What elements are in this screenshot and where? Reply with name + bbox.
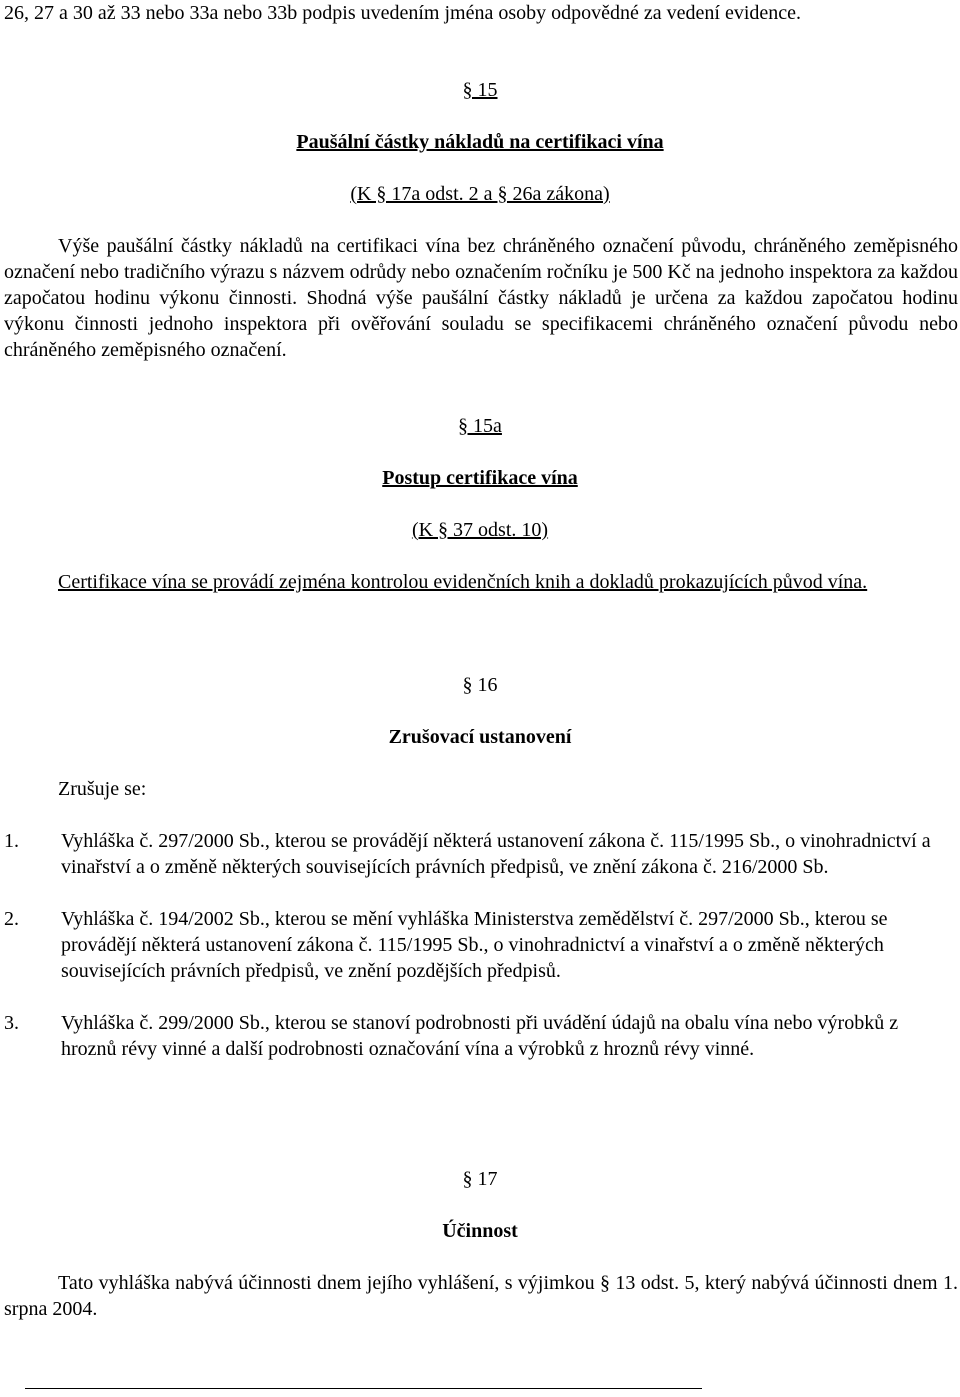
list-item-number: 2. <box>4 908 19 930</box>
section-15-number: § 15 <box>462 79 498 101</box>
intro-text: 26, 27 a 30 až 33 nebo 33a nebo 33b podpis uvedením jména osoby odpovědné za vedení evidence. <box>4 2 802 24</box>
section-16-intro: Zrušuje se: <box>58 778 147 800</box>
section-16-title: Zrušovací ustanovení <box>388 726 572 748</box>
section-15a-number: § 15a <box>458 415 502 437</box>
section-16-number: § 16 <box>462 674 498 696</box>
intro-line <box>4 0 958 26</box>
section-15a-title: Postup certifikace vína <box>382 467 578 489</box>
section-17-title: Účinnost <box>442 1220 518 1242</box>
list-item-number: 1. <box>4 830 19 852</box>
section-17-paragraph: Tato vyhláška nabývá účinnosti dnem jejího vyhlášení, s výjimkou § 13 odst. 5, který nabývá účinnosti dnem 1. srpna 2004. <box>4 1272 958 1320</box>
section-15-paragraph: Výše paušální částky nákladů na certifikaci vína bez chráněného označení původu, chráněného zeměpisného označení nebo tradičního výrazu s názvem odrůdy nebo označením ročníku je 500 Kč na jednoho inspektora za každou započatou hodinu výkonu činnosti. Shodná výše paušální částky nákladů je určena za každou započatou hodinu výkonu činnosti jednoho inspektora při ověřování souladu se specifikacemi chráněného označení původu nebo chráněného zeměpisného označení. <box>4 235 958 361</box>
signature-divider <box>25 1388 702 1389</box>
section-15a-ref: (K § 37 odst. 10) <box>411 519 549 541</box>
list-item-text: Vyhláška č. 299/2000 Sb., kterou se stanoví podrobnosti při uvádění údajů na obalu vína nebo výrobků z hroznů révy vinné a další podrobnosti označování vína a výrobků z hroznů révy vinné. <box>61 1012 899 1060</box>
list-item-text: Vyhláška č. 194/2002 Sb., kterou se mění vyhláška Ministerstva zemědělství č. 297/2000 Sb., kterou se provádějí některá ustanovení zákona č. 115/1995 Sb., o vinohradnictví a vinařství a o změně některých souvisejících právních předpisů, ve znění pozdějších předpisů. <box>61 908 888 982</box>
list-item-number: 3. <box>4 1012 19 1034</box>
list-item-text: Vyhláška č. 297/2000 Sb., kterou se provádějí některá ustanovení zákona č. 115/1995 Sb., o vinohradnictví a vinařství a o změně některých souvisejících právních předpisů, ve znění zákona č. 216/2000 Sb. <box>61 830 931 878</box>
section-15a-paragraph: Certifikace vína se provádí zejména kontrolou evidenčních knih a dokladů prokazujících původ vína. <box>58 571 868 593</box>
list-item <box>4 906 958 984</box>
list-item <box>4 828 958 880</box>
section-17-number: § 17 <box>462 1168 498 1190</box>
repeal-list <box>4 828 958 1062</box>
section-15-title: Paušální částky nákladů na certifikaci vína <box>296 131 664 153</box>
section-15-ref: (K § 17a odst. 2 a § 26a zákona) <box>350 183 610 205</box>
list-item <box>4 1010 958 1062</box>
